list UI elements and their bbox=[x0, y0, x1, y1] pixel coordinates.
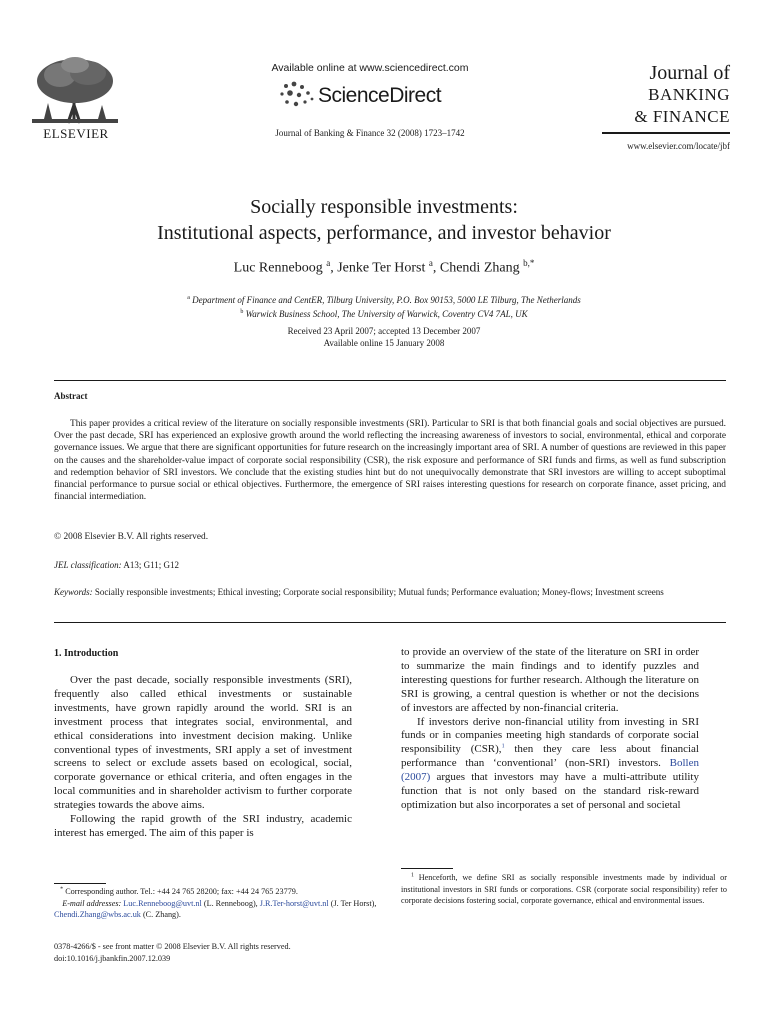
left-column bbox=[54, 674, 352, 841]
footnote-1 bbox=[401, 872, 727, 907]
available-date: Available online 15 January 2008 bbox=[323, 338, 445, 348]
email-owner: (C. Zhang). bbox=[140, 910, 181, 920]
affiliations bbox=[40, 292, 728, 320]
front-matter bbox=[54, 941, 394, 964]
author-affil-mark: b,* bbox=[523, 258, 535, 268]
sciencedirect-wordmark: ScienceDirect bbox=[318, 84, 442, 107]
corresponding-author-footnote bbox=[54, 886, 380, 921]
jel-label: JEL classification: bbox=[54, 560, 122, 570]
journal-name-line3: & FINANCE bbox=[634, 107, 730, 126]
paragraph: to provide an overview of the state of the literature on SRI in order to summarize the main findings and to identify puzzles and interesting questions for further research. Although the literature on SRI is growing, a central question is whether or not the decisions of investors are affected by non-financial criteria. bbox=[401, 646, 699, 714]
footnote-text: Henceforth, we define SRI as socially responsible investments made by individual or institutional investors in SRI funds or corporations. CSR (corporate social responsibility) refer to corporate decisions fostering social, corporate governance, ethical and environmental issues. bbox=[401, 873, 727, 906]
journal-logo-underline bbox=[602, 132, 730, 134]
email-link[interactable]: Chendi.Zhang@wbs.ac.uk bbox=[54, 910, 141, 920]
affil-mark: b bbox=[240, 309, 244, 315]
author-name[interactable]: Chendi Zhang bbox=[439, 260, 520, 276]
publisher-name: ELSEVIER bbox=[43, 126, 109, 141]
email-link[interactable]: Luc.Renneboog@uvt.nl bbox=[123, 898, 202, 908]
abstract-copyright: © 2008 Elsevier B.V. All rights reserved. bbox=[54, 532, 209, 542]
issn-line: 0378-4266/$ - see front matter © 2008 Elsevier B.V. All rights reserved. bbox=[54, 942, 291, 951]
paragraph-text: argues that investors may have a multi-attribute utility function that is not only based on the standard risk-reward optimization but also incorporates a set of personal and societal bbox=[401, 771, 699, 811]
paragraph-text: then they care less about financial performance than ‘conventional’ (non-SRI) investors. bbox=[401, 743, 699, 770]
journal-url-link[interactable]: www.elsevier.com/locate/jbf bbox=[627, 141, 730, 151]
paragraph: Over the past decade, socially responsible investments (SRI), frequently also called ethical investments or sustainable investments, have grown rapidly around the world. SRI is an investment process that integrates social, environmental, and ethical considerations into investment decision making. Unlike conventional types of investments, SRI apply a set of investment screens to select or exclude assets based on ecological, social, corporate governance or ethical criteria, and often engages in the local communities and in shareholder activism to further corporate strategies towards the above aims. bbox=[54, 674, 352, 812]
author-list: Luc Renneboog $^a$, Jenke Ter Horst $^a$, Chendi Zhang $^{b,*}$ bbox=[233, 258, 535, 276]
paragraph: Following the rapid growth of the SRI industry, academic interest has emerged. The aim of this paper is bbox=[54, 813, 352, 839]
paragraph bbox=[401, 716, 699, 813]
doi-line[interactable]: doi:10.1016/j.jbankfin.2007.12.039 bbox=[54, 953, 171, 963]
email-label: E-mail addresses: bbox=[62, 898, 122, 908]
paragraph-text: If investors derive non-financial utility from investing in SRI funds or in companies meeting high standards of corporate social responsibility (CSR), bbox=[401, 715, 699, 756]
author-name[interactable]: Luc Renneboog bbox=[233, 260, 323, 276]
footnote-marker-link[interactable]: 1 bbox=[501, 743, 505, 750]
author-affil-mark: a bbox=[326, 258, 331, 268]
footnote-text: Corresponding author. Tel.: +44 24 765 28200; fax: +44 24 765 23779. bbox=[63, 887, 298, 896]
affiliation-a bbox=[40, 292, 728, 306]
corresponding-author-line bbox=[54, 886, 380, 898]
right-column bbox=[401, 646, 699, 813]
journal-name-line2: BANKING bbox=[648, 85, 730, 104]
affil-mark: a bbox=[187, 295, 190, 301]
abstract-top-rule bbox=[54, 380, 726, 381]
journal-name-line1: Journal of bbox=[649, 62, 730, 84]
section-heading: 1. Introduction bbox=[54, 648, 119, 659]
abstract-heading: Abstract bbox=[54, 391, 88, 401]
available-online-text: Available online at www.sciencedirect.com bbox=[271, 62, 469, 74]
footnote-mark: 1 bbox=[411, 872, 414, 879]
title-line1: Socially responsible investments: bbox=[250, 196, 518, 218]
abstract-bottom-rule bbox=[54, 622, 726, 623]
journal-logo bbox=[600, 62, 730, 128]
email-owner: (L. Renneboog), bbox=[201, 898, 260, 908]
footnote-rule bbox=[401, 868, 453, 869]
jel-codes: A13; G11; G12 bbox=[123, 560, 180, 570]
email-line bbox=[54, 898, 380, 921]
jel-classification bbox=[54, 560, 726, 570]
keywords-list: Socially responsible investments; Ethical investing; Corporate social responsibility; Mutual funds; Performance evaluation; Money-flows; Investment screens bbox=[94, 587, 664, 597]
author-affil-mark: a bbox=[428, 258, 433, 268]
affil-text: Department of Finance and CentER, Tilburg University, P.O. Box 90153, 5000 LE Tilburg, The Netherlands bbox=[192, 295, 581, 305]
keywords bbox=[54, 586, 726, 598]
abstract-text: This paper provides a critical review of the literature on socially responsible investments (SRI). Particular to SRI is that both financial goals and social objectives are pursued. Over the past decade, SRI has experienced an explosive growth around the world reflecting the increasing awareness of investors to social, environmental, ethical and corporate governance issues. We argue that there are significant opportunities for future research on the increasingly important area of SRI. A number of questions are reviewed in this paper on the causes and the shareholder-value impact of corporate social responsibility (CSR), the risk exposure and performance of SRI funds and firms, as well as fund subscription and redemption behavior of SRI investors. We conclude that the existing studies hint but do not unequivocally demonstrate that SRI investors are willing to accept suboptimal financial performance to pursue social or ethical objectives. Furthermore, the emergence of SRI raises interesting questions for research on corporate finance, asset pricing, and financial intermediation. bbox=[54, 419, 726, 503]
email-link[interactable]: J.R.Ter-horst@uvt.nl bbox=[259, 898, 329, 908]
citation-link[interactable]: Bollen (2007) bbox=[401, 757, 699, 784]
received-date: Received 23 April 2007; accepted 13 December 2007 bbox=[287, 326, 481, 336]
journal-citation: Journal of Banking & Finance 32 (2008) 1723–1742 bbox=[275, 128, 465, 138]
elsevier-tree-logo-icon bbox=[30, 55, 120, 125]
footnote-rule bbox=[54, 883, 106, 884]
title-line2: Institutional aspects, performance, and investor behavior bbox=[157, 222, 611, 244]
affiliation-b bbox=[40, 306, 728, 320]
keywords-label: Keywords: bbox=[54, 587, 93, 597]
sciencedirect-dots-icon bbox=[278, 80, 318, 110]
affil-text: Warwick Business School, The University of Warwick, Coventry CV4 7AL, UK bbox=[245, 309, 528, 319]
email-owner: (J. Ter Horst), bbox=[328, 898, 377, 908]
footnote-mark: * bbox=[60, 886, 64, 893]
article-title bbox=[40, 194, 728, 246]
sciencedirect-logo[interactable] bbox=[278, 80, 478, 112]
article-dates bbox=[40, 325, 728, 349]
author-name[interactable]: Jenke Ter Horst bbox=[337, 260, 426, 276]
